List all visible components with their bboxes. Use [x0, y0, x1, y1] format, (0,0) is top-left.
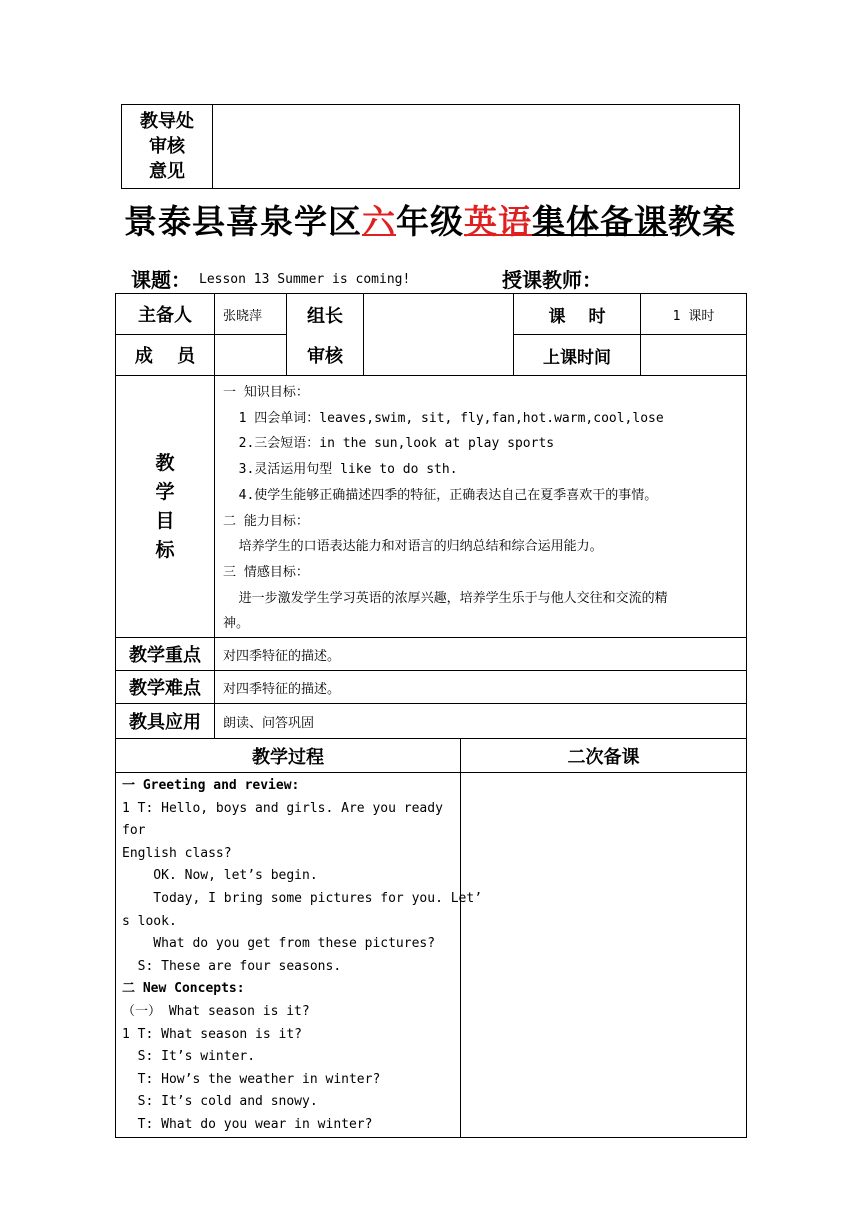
process-line: 1 T: What season is it? [122, 1026, 303, 1042]
topic-label: 课题： [131, 268, 191, 292]
tools-label: 教具应用 [116, 704, 215, 739]
process-line: English class? [122, 845, 232, 861]
objective-line: 4.使学生能够正确描述四季的特征，正确表达自己在夏季喜欢干的事情。 [223, 487, 658, 503]
review-label-line: 意见 [149, 161, 185, 182]
objectives-label-char: 标 [155, 538, 175, 561]
review-label-line: 教导处 [140, 111, 194, 132]
group-leader-review-label [287, 294, 364, 376]
process-line: s look. [122, 913, 177, 929]
objective-line: 神。 [223, 616, 250, 632]
objective-line: 一 知识目标： [223, 385, 309, 400]
review-opinion-field[interactable] [213, 105, 740, 189]
second-prep-field[interactable] [461, 773, 747, 1138]
objective-line: 进一步激发学生学习英语的浓厚兴趣，培养学生乐于与他人交往和交流的精 [223, 590, 668, 606]
objective-line: 培养学生的口语表达能力和对语言的归纳总结和综合运用能力。 [223, 539, 603, 555]
difficulty-label: 教学难点 [116, 671, 215, 704]
process-line: S: These are four seasons. [122, 958, 342, 974]
group-leader-label: 组长 [307, 305, 343, 327]
title-part: 年级 [396, 202, 464, 241]
objectives-label-char: 教 [155, 451, 175, 474]
objectives-content [215, 376, 747, 638]
tools-value: 朗读、问答巩固 [215, 704, 747, 739]
title-part: 景泰县喜泉学区 [124, 202, 362, 241]
topic-line [131, 264, 751, 294]
teacher-label: 授课教师： [502, 268, 602, 292]
process-line: T: How’s the weather in winter? [122, 1071, 381, 1087]
title-subject: 英语 [464, 202, 532, 241]
process-line: What do you get from these pictures? [122, 936, 436, 952]
hours-value: 1 课时 [641, 294, 747, 335]
objective-line: 3.灵活运用句型 like to do sth. [223, 462, 458, 478]
objective-line: 1 四会单词：leaves,swim, sit, fly,fan,hot.warm,cool,lose [223, 410, 664, 426]
process-header: 教学过程 [116, 739, 461, 773]
objective-line: 2.三会短语：in the sun,look at play sports [223, 436, 555, 452]
review-label: 审核 [307, 345, 343, 367]
hours-label: 课 时 [514, 294, 641, 335]
process-line: 一 Greeting and review: [122, 778, 300, 793]
title-grade: 六 [362, 202, 396, 241]
review-label-line: 审核 [149, 136, 185, 157]
class-time-label: 上课时间 [514, 335, 641, 376]
process-line: T: What do you wear in winter? [122, 1116, 373, 1132]
difficulty-value: 对四季特征的描述。 [215, 671, 747, 704]
objective-line: 三 情感目标： [223, 564, 309, 580]
review-label [122, 105, 213, 189]
members-field[interactable] [215, 335, 287, 376]
objectives-label-char: 学 [155, 480, 175, 503]
preparer-label: 主备人 [116, 294, 215, 335]
key-point-value: 对四季特征的描述。 [215, 638, 747, 671]
second-prep-header: 二次备课 [461, 739, 747, 773]
objectives-label-char: 目 [155, 509, 175, 532]
title-part: 集体备课 [532, 202, 668, 241]
group-leader-review-field[interactable] [364, 294, 514, 376]
process-line: 二 New Concepts: [122, 981, 245, 997]
process-line: OK. Now, let’s begin. [122, 868, 318, 884]
objectives-label [116, 376, 215, 638]
objective-line: 二 能力目标： [223, 513, 309, 529]
process-table [115, 738, 747, 1138]
class-time-field[interactable] [641, 335, 747, 376]
topic-value: Lesson 13 Summer is coming! [199, 272, 411, 287]
preparer-value: 张晓萍 [215, 294, 287, 335]
members-label: 成 员 [116, 335, 215, 376]
process-line: S: It’s cold and snowy. [122, 1094, 318, 1110]
page-title [0, 196, 860, 243]
process-line: S: It’s winter. [122, 1049, 256, 1065]
key-point-label: 教学重点 [116, 638, 215, 671]
process-line: （一） What season is it? [122, 1003, 310, 1019]
process-content [116, 773, 483, 1138]
review-table [121, 104, 740, 189]
process-line: 1 T: Hello, boys and girls. Are you ready for [122, 800, 443, 839]
lesson-plan-table [115, 293, 747, 739]
title-part: 教案 [668, 202, 736, 241]
process-line: Today, I bring some pictures for you. Let’ [122, 890, 483, 906]
